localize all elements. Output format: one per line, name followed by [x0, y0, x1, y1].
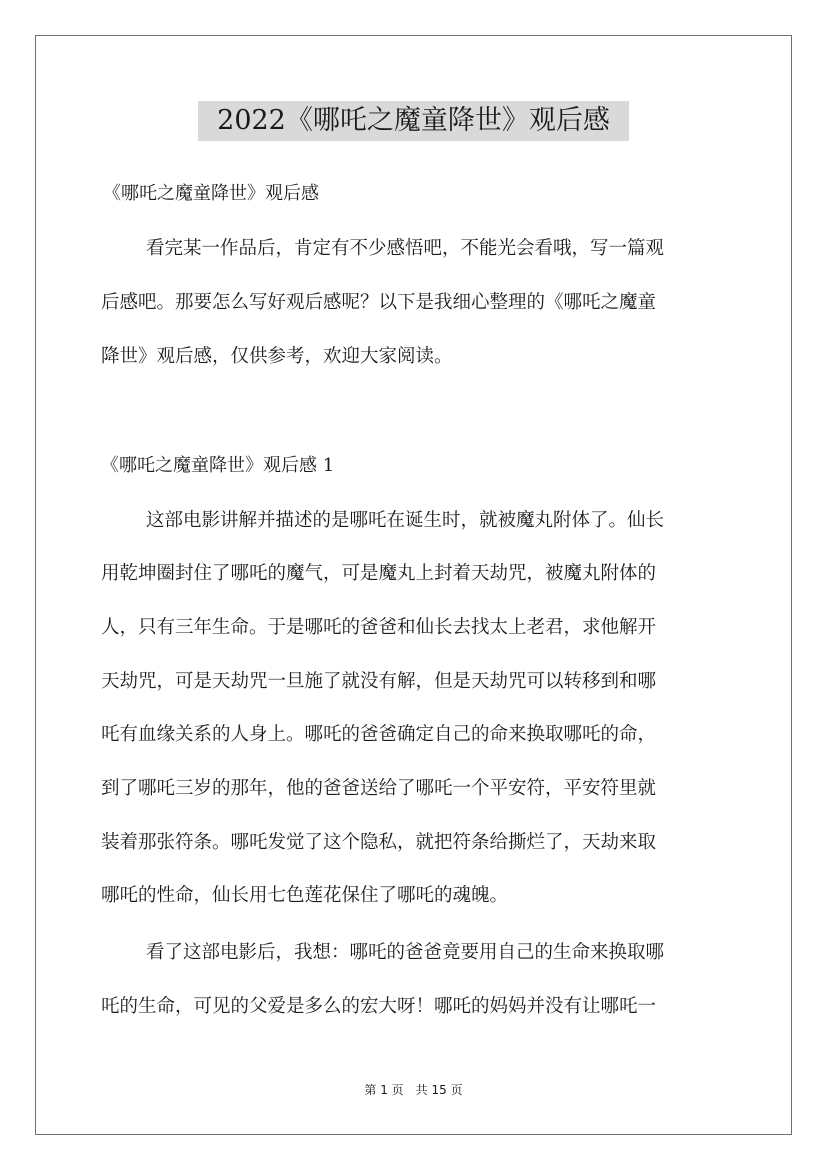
body-line: 这部电影讲解并描述的是哪吒在诞生时，就被魔丸附体了。仙长 [146, 510, 665, 531]
body-line: 人，只有三年生命。于是哪吒的爸爸和仙长去找太上老君，求他解开 [101, 617, 657, 638]
body-line: 用乾坤圈封住了哪吒的魔气，可是魔丸上封着天劫咒，被魔丸附体的 [101, 563, 657, 584]
body-line: 天劫咒，可是天劫咒一旦施了就没有解，但是天劫咒可以转移到和哪 [101, 671, 657, 692]
intro-line: 后感吧。那要怎么写好观后感呢？以下是我细心整理的《哪吒之魔童 [101, 292, 657, 313]
body-line: 吒有血缘关系的人身上。哪吒的爸爸确定自己的命来换取哪吒的命， [101, 724, 657, 745]
intro-line: 降世》观后感，仅供参考，欢迎大家阅读。 [101, 346, 453, 367]
body-line: 看了这部电影后，我想：哪吒的爸爸竟要用自己的生命来换取哪 [146, 942, 665, 963]
document-title: 2022《哪吒之魔童降世》观后感 [198, 101, 629, 141]
body-line: 哪吒的性命，仙长用七色莲花保住了哪吒的魂魄。 [101, 885, 509, 906]
intro-line: 看完某一作品后，肯定有不少感悟吧，不能光会看哦，写一篇观 [146, 238, 665, 259]
body-line: 装着那张符条。哪吒发觉了这个隐私，就把符条给撕烂了，天劫来取 [101, 832, 657, 853]
page-number-footer: 第 1 页 共 15 页 [364, 1083, 463, 1097]
document-subtitle: 《哪吒之魔童降世》观后感 [103, 183, 319, 204]
body-line: 吒的生命，可见的父爱是多么的宏大呀！哪吒的妈妈并没有让哪吒一 [101, 996, 657, 1017]
body-line: 到了哪吒三岁的那年，他的爸爸送给了哪吒一个平安符，平安符里就 [101, 778, 657, 799]
section-heading: 《哪吒之魔童降世》观后感 1 [101, 455, 335, 476]
